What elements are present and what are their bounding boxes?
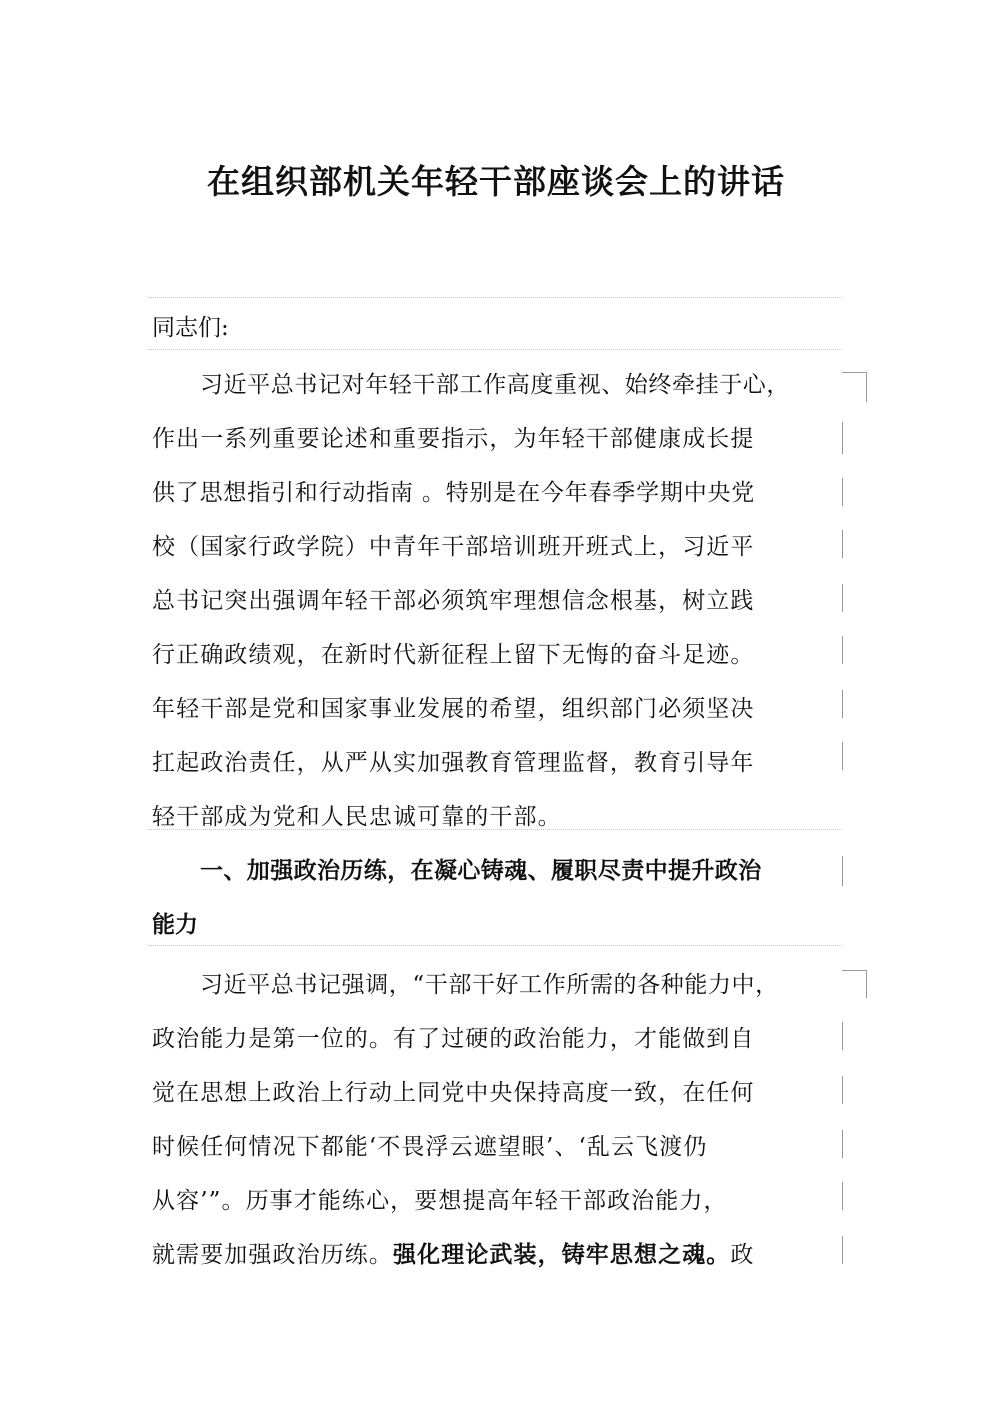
paragraph-line: 觉在思想上政治上行动上同党中央保持高度一致，在任何 (152, 1080, 755, 1106)
heading-line: 能力 (152, 911, 198, 938)
text-boundary-mark (842, 856, 843, 886)
text-boundary-mark (842, 970, 866, 971)
divider (148, 297, 842, 298)
text-boundary-mark (842, 1236, 843, 1264)
emphasis-text: 强化理论武装，铸牢思想之魂。 (393, 1241, 731, 1268)
text-boundary-mark (842, 584, 843, 612)
paragraph-line: 习近平总书记强调，“干部干好工作所需的各种能力中， (200, 972, 779, 998)
divider (148, 829, 842, 830)
paragraph-line: 习近平总书记对年轻干部工作高度重视、始终牵挂于心， (200, 372, 790, 398)
paragraph-line: 总书记突出强调年轻干部必须筑牢理想信念根基，树立践 (152, 588, 755, 614)
text-boundary-mark (842, 742, 843, 770)
salutation: 同志们: (152, 315, 229, 341)
plain-text: 政 (730, 1242, 755, 1268)
heading-line: 一、加强政治历练，在凝心铸魂、履职尽责中提升政治 (200, 857, 762, 884)
divider (148, 945, 842, 946)
text-boundary-mark (866, 970, 867, 998)
plain-text: 就需要加强政治历练。 (152, 1242, 393, 1268)
text-boundary-mark (842, 1182, 843, 1210)
paragraph-line: 作出一系列重要论述和重要指示，为年轻干部健康成长提 (152, 426, 755, 452)
text-boundary-mark (842, 690, 843, 718)
paragraph-line: 时候任何情况下都能‘不畏浮云遮望眼’、‘乱云飞渡仍 (152, 1134, 708, 1160)
text-boundary-mark (842, 478, 843, 506)
paragraph-line (152, 1240, 755, 1270)
paragraph-line: 从容’”。历事才能练心，要想提高年轻干部政治能力， (152, 1188, 728, 1214)
paragraph-line: 轻干部成为党和人民忠诚可靠的干部。 (152, 804, 562, 830)
paragraph-line: 年轻干部是党和国家事业发展的希望，组织部门必须坚决 (152, 696, 755, 722)
text-boundary-mark (842, 1130, 843, 1158)
paragraph-line: 政治能力是第一位的。有了过硬的政治能力，才能做到自 (152, 1026, 755, 1052)
document-title: 在组织部机关年轻干部座谈会上的讲话 (207, 162, 785, 201)
paragraph-line: 供了思想指引和行动指南 。特别是在今年春季学期中央党 (152, 480, 756, 506)
text-boundary-mark (842, 422, 843, 454)
divider (148, 349, 842, 350)
text-boundary-mark (842, 530, 843, 558)
paragraph-line: 行正确政绩观，在新时代新征程上留下无悔的奋斗足迹。 (152, 642, 755, 668)
text-boundary-mark (842, 372, 866, 373)
text-boundary-mark (842, 1022, 843, 1050)
text-boundary-mark (842, 636, 843, 664)
text-boundary-mark (866, 372, 867, 402)
text-boundary-mark (842, 1076, 843, 1104)
paragraph-line: 扛起政治责任，从严从实加强教育管理监督，教育引导年 (152, 750, 755, 776)
paragraph-line: 校（国家行政学院）中青年干部培训班开班式上，习近平 (152, 534, 755, 560)
